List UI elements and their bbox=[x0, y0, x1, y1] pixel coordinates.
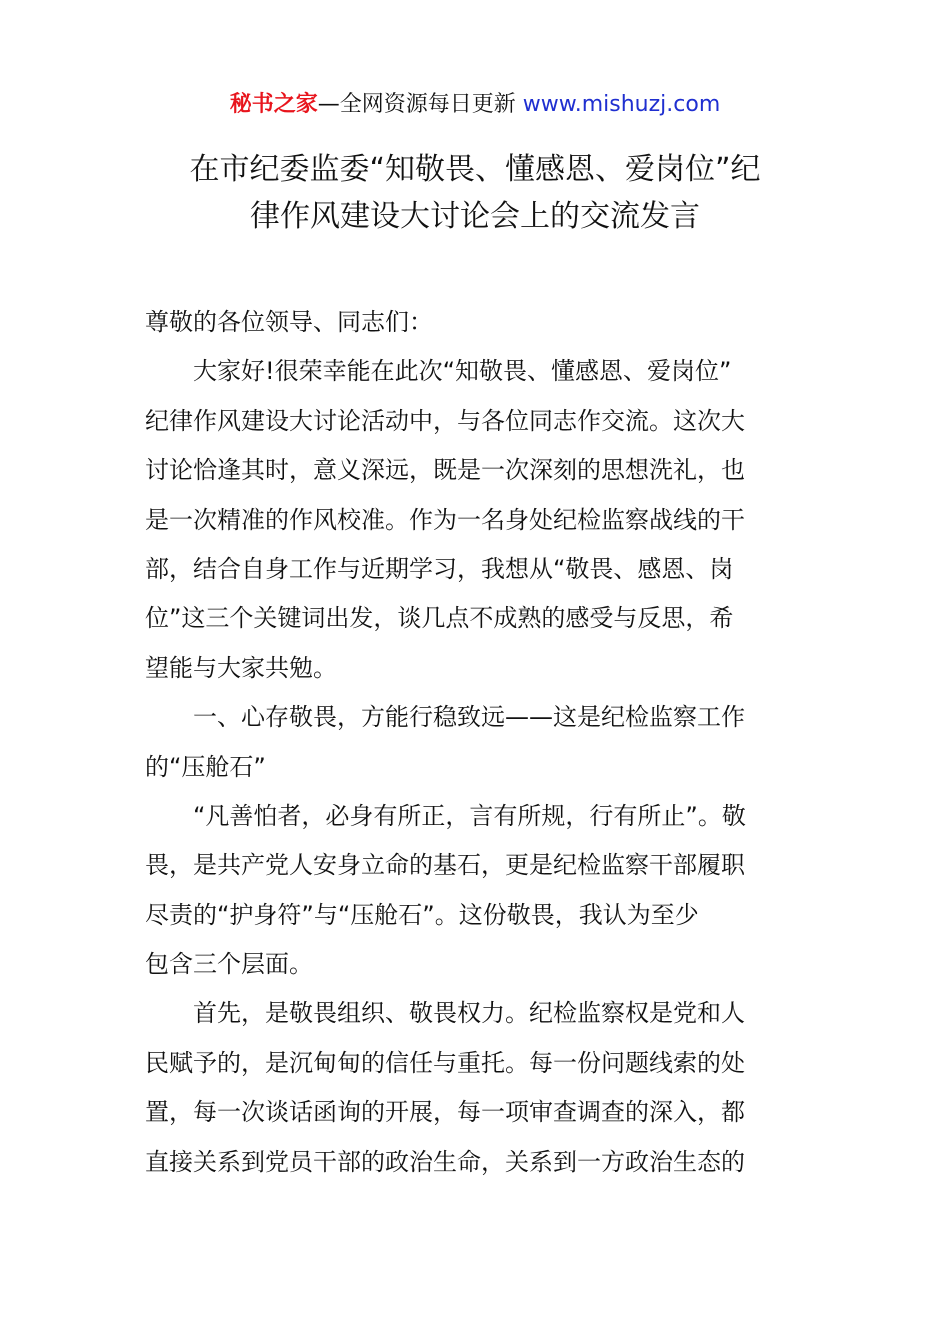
salutation: 尊敬的各位领导、同志们： bbox=[145, 308, 433, 336]
brand-name: 秘书之家 bbox=[229, 92, 318, 117]
paragraph-line: “凡善怕者，必身有所正，言有所规，行有所止”。敬 bbox=[193, 801, 746, 830]
title-line: 律作风建设大讨论会上的交流发言 bbox=[250, 199, 700, 234]
paragraph-line: 包含三个层面。 bbox=[145, 950, 313, 979]
site-header bbox=[0, 88, 950, 122]
paragraph-line: 部，结合自身工作与近期学习，我想从“敬畏、感恩、岗 bbox=[145, 554, 734, 583]
paragraph-line: 大家好!很荣幸能在此次“知敬畏、懂感恩、爱岗位” bbox=[193, 357, 732, 386]
document-title bbox=[140, 146, 810, 240]
paragraph-line: 置，每一次谈话函询的开展，每一项审查调查的深入，都 bbox=[145, 1098, 745, 1127]
paragraph-line: 讨论恰逢其时，意义深远，既是一次深刻的思想洗礼，也 bbox=[145, 456, 745, 485]
paragraph-line: 是一次精准的作风校准。作为一名身处纪检监察战线的干 bbox=[145, 505, 745, 534]
paragraph-line: 首先，是敬畏组织、敬畏权力。纪检监察权是党和人 bbox=[193, 999, 745, 1028]
paragraph-line: 畏，是共产党人安身立命的基石，更是纪检监察干部履职 bbox=[145, 851, 745, 880]
paragraph-line: 位”这三个关键词出发，谈几点不成熟的感受与反思，希 bbox=[145, 604, 734, 633]
paragraph-line: 民赋予的，是沉甸甸的信任与重托。每一份问题线索的处 bbox=[145, 1048, 745, 1077]
section-heading-line: 一、心存敬畏，方能行稳致远——这是纪检监察工作 bbox=[193, 703, 745, 732]
title-line: 在市纪委监委“知敬畏、懂感恩、爱岗位”纪 bbox=[189, 152, 761, 187]
paragraph-line: 尽责的“护身符”与“压舱石”。这份敬畏，我认为至少 bbox=[145, 900, 699, 929]
paragraph-line: 纪律作风建设大讨论活动中，与各位同志作交流。这次大 bbox=[145, 406, 745, 435]
paragraph-line: 望能与大家共勉。 bbox=[145, 653, 337, 682]
paragraph-line: 直接关系到党员干部的政治生命，关系到一方政治生态的 bbox=[145, 1147, 745, 1176]
section-heading-line: 的“压舱石” bbox=[145, 752, 266, 781]
header-tagline: —全网资源每日更新 bbox=[317, 92, 523, 117]
site-url-link[interactable]: www.mishuzj.com bbox=[522, 92, 721, 117]
document-body bbox=[145, 298, 810, 1187]
